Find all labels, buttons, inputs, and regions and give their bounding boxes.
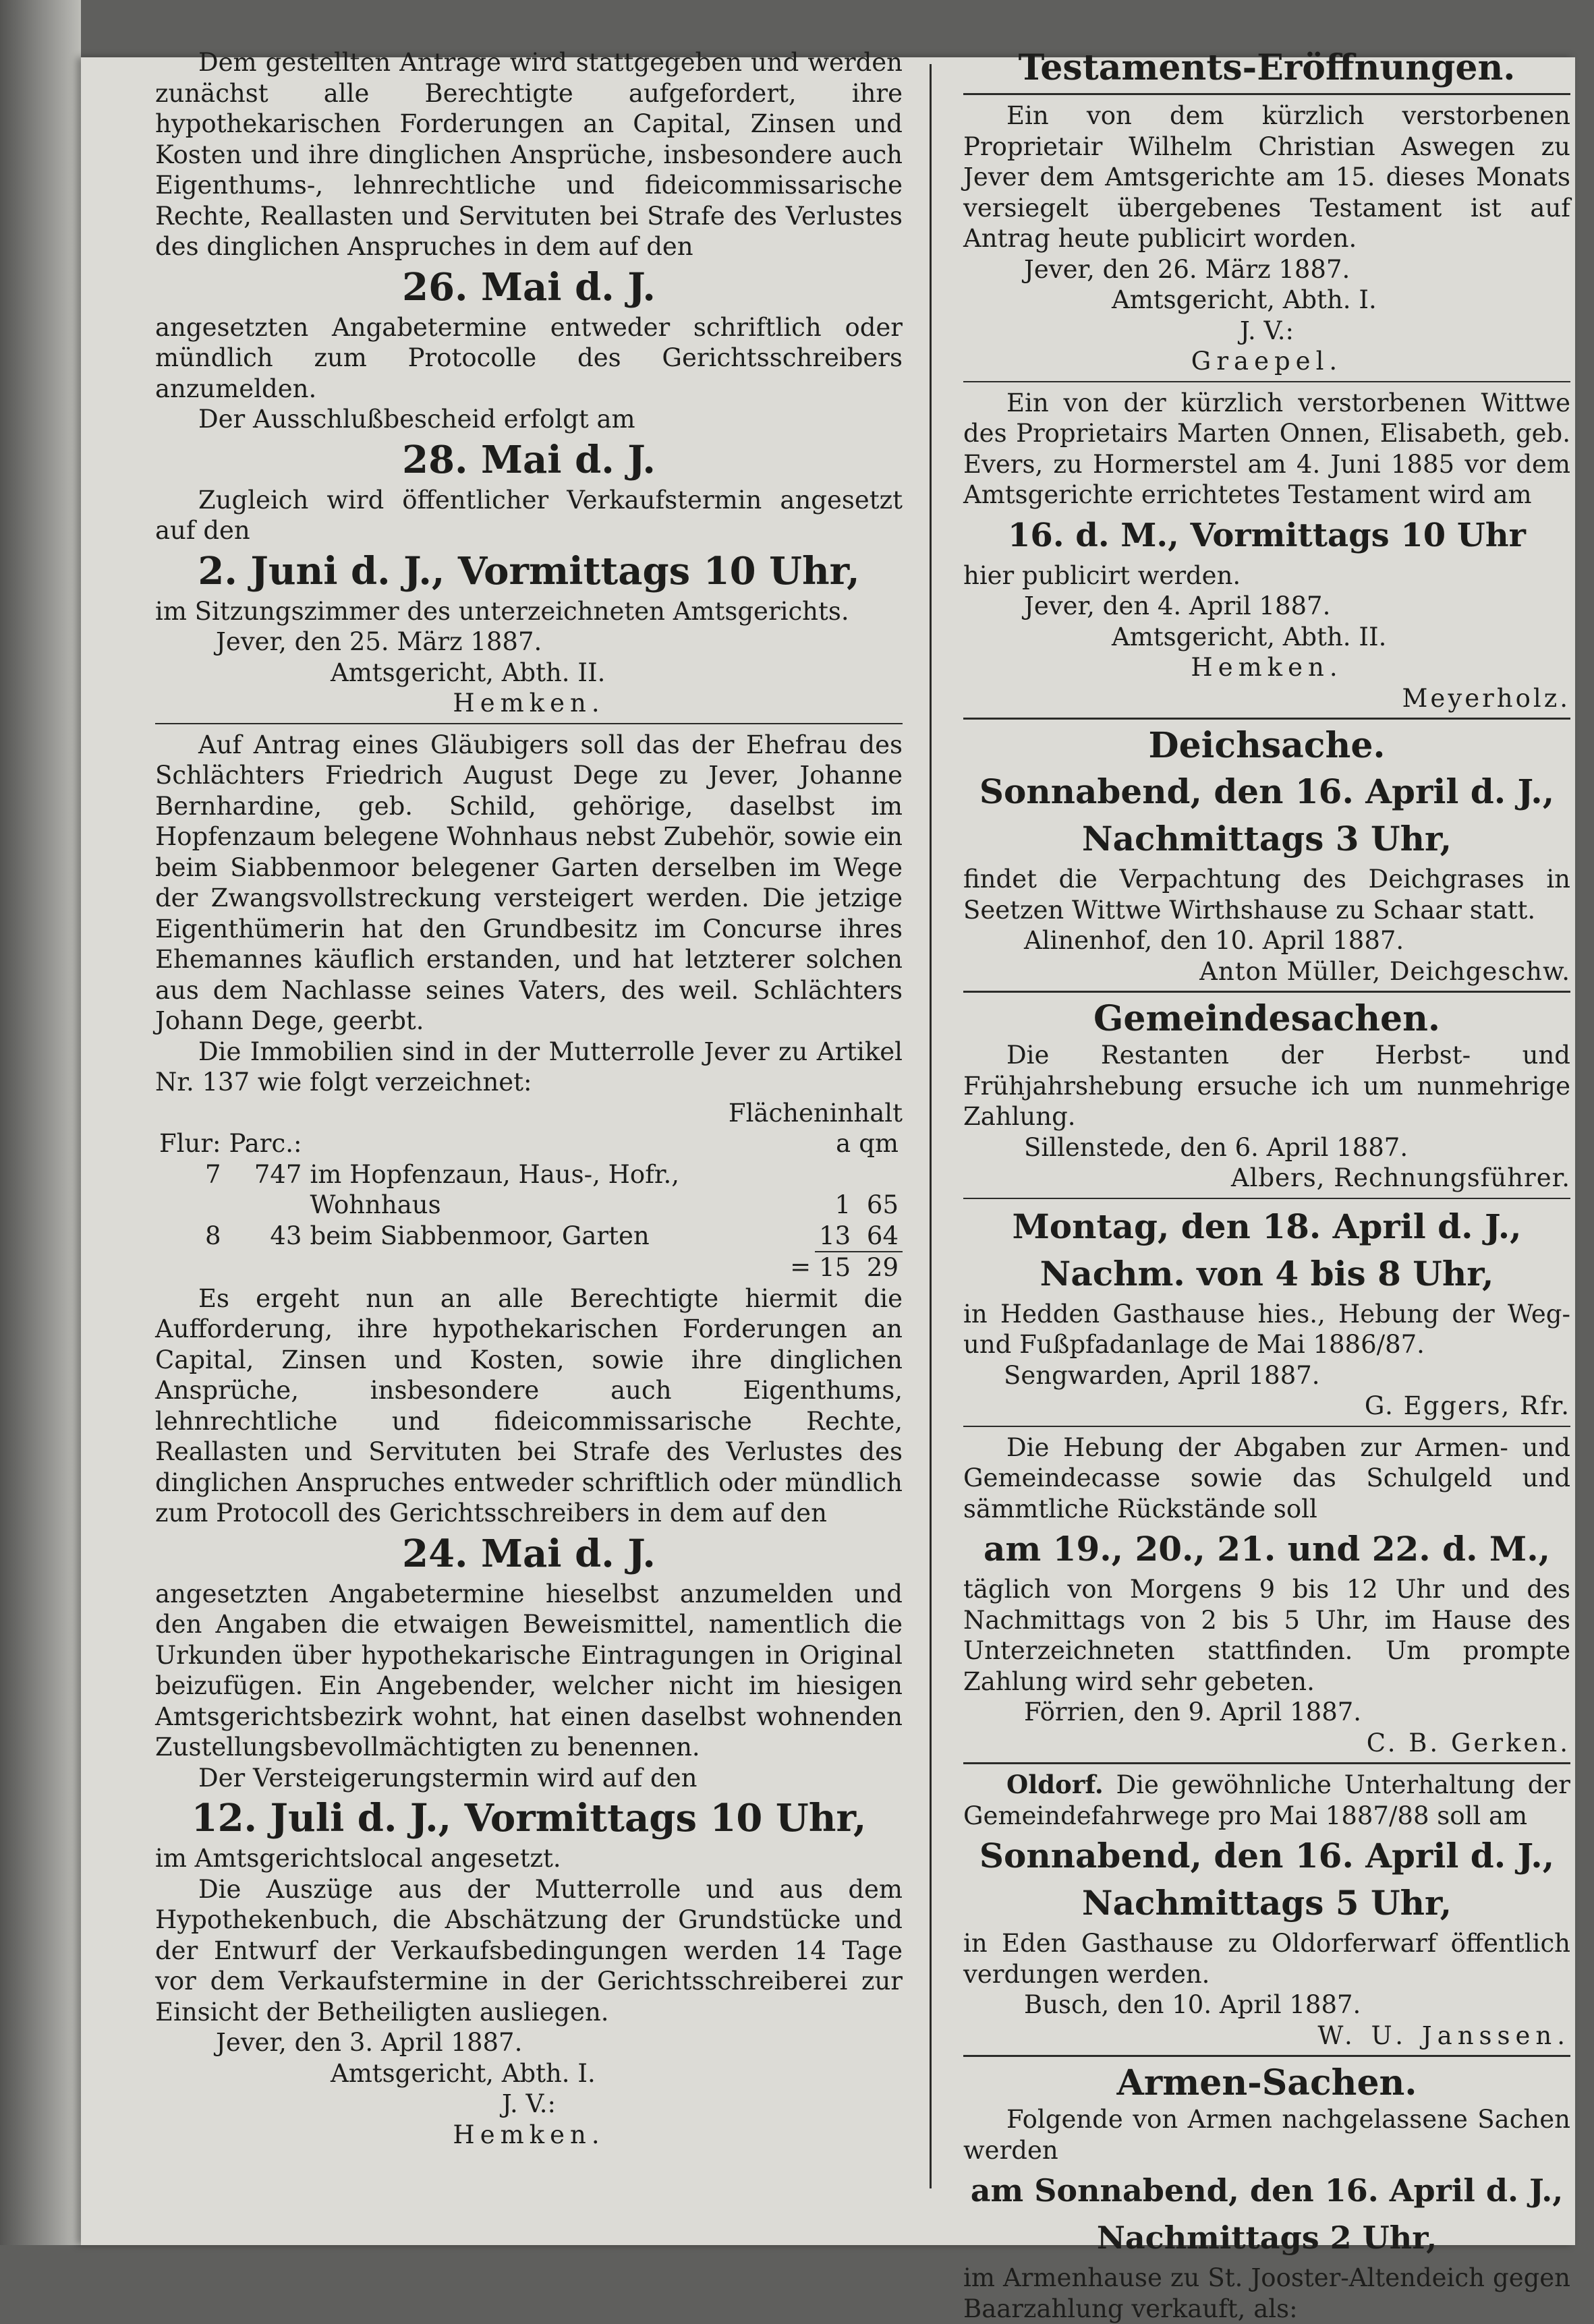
date-heading: Nachm. von 4 bis 8 Uhr, (1040, 1253, 1494, 1294)
signature: Meyerholz. (1402, 683, 1570, 713)
table-row (155, 1159, 903, 1221)
notice-paragraph (963, 1770, 1570, 1831)
notice-paragraph: im Sitzungszimmer des unterzeichneten Amtsgerichts. (155, 596, 849, 626)
column-divider (930, 64, 932, 2188)
signature: W. U. Janssen. (1317, 2021, 1570, 2050)
date-heading: 28. Mai d. J. (402, 437, 656, 482)
header-a: a (836, 1129, 851, 1158)
deputy-mark: J. V.: (502, 2089, 556, 2118)
notice-paragraph: Folgende von Armen nachgelassene Sachen werden (963, 2105, 1570, 2165)
table-row (155, 1221, 903, 1252)
signature: Hemken. (453, 2120, 605, 2149)
dateline: Jever, den 4. April 1887. (1024, 591, 1331, 620)
notice-paragraph: Ein von dem kürzlich verstorbenen Proprietair Wilhelm Christian Aswegen zu Jever dem Amtsgerichte am 15. dieses Monats versiegelt übergebenes Testament ist auf Antrag heute publicirt worden. (963, 101, 1570, 253)
cell-a: 1 (834, 1190, 851, 1219)
deputy-mark: J. V.: (1240, 316, 1294, 345)
book-spine (0, 0, 81, 2245)
date-heading: am Sonnabend, den 16. April d. J., (970, 2172, 1564, 2209)
table-title: Flächeninhalt (728, 1098, 903, 1128)
notice-paragraph: Der Ausschlußbescheid erfolgt am (198, 405, 635, 434)
notice-paragraph: Die Auszüge aus der Mutterrolle und aus dem Hypothekenbuch, die Abschätzung der Grundstücke und der Entwurf der Verkaufsbedingungen werden 14 Tage vor dem Verkaufstermine in der Gerichtsschreiberei zur Einsicht der Betheiligten ausliegen. (155, 1874, 903, 2027)
notice-paragraph: Ein von der kürzlich verstorbenen Wittwe des Proprietairs Marten Onnen, Elisabeth, geb. Evers, zu Hormerstel am 4. Juni 1885 vor dem Amtsgerichte errichtetes Testament wird am (963, 388, 1570, 509)
signature: Anton Müller, Deichgeschw. (1199, 956, 1570, 986)
notice-paragraph: Dem gestellten Antrage wird stattgegeben und werden zunächst alle Berechtigte aufgefordert, ihre hypothekarischen Forderungen an Capital, Zinsen und Kosten und ihre dinglichen Ansprüche, insbesondere auch Eigenthums-, lehnrechtliche und fideicommissarische Rechte, Reallasten und Servituten bei Strafe des Verlustes des dinglichen Anspruches in dem auf den (155, 48, 903, 261)
notice-paragraph: in Hedden Gasthause hies., Hebung der Weg- und Fußpfadanlage de Mai 1886/87. (963, 1299, 1570, 1359)
date-heading: 2. Juni d. J., Vormittags 10 Uhr, (198, 548, 860, 593)
signature: Hemken. (453, 689, 605, 718)
divider-rule (963, 991, 1570, 993)
header-parc: Parc.: (229, 1129, 302, 1158)
notice-paragraph: in Eden Gasthause zu Oldorferwarf öffentlich verdungen werden. (963, 1929, 1570, 1989)
left-column (155, 47, 903, 2150)
cell-parc: 747 (254, 1159, 302, 1189)
cell-parc: 43 (270, 1221, 302, 1250)
court-name: Amtsgericht, Abth. I. (1112, 285, 1377, 314)
date-heading: Montag, den 18. April d. J., (1012, 1206, 1522, 1246)
date-heading: am 19., 20., 21. und 22. d. M., (983, 1529, 1551, 1569)
header-qm: qm (859, 1129, 899, 1158)
date-heading: 16. d. M., Vormittags 10 Uhr (1008, 516, 1526, 554)
notice-paragraph: Zugleich wird öffentlicher Verkaufstermin angesetzt auf den (155, 485, 903, 545)
cell-a: 13 (819, 1221, 851, 1250)
notice-paragraph: Die Hebung der Abgaben zur Armen- und Gemeindecasse sowie das Schulgeld und sämmtliche Rückstände soll (963, 1432, 1570, 1523)
cell-desc: beim Siabbenmoor, Garten (310, 1221, 650, 1250)
cell-flur: 8 (204, 1221, 221, 1250)
cell-desc: im Hopfenzaun, Haus-, Hofr., Wohnhaus (310, 1159, 680, 1219)
date-heading: Nachmittags 3 Uhr, (1081, 819, 1452, 859)
notice-paragraph: angesetzten Angabetermine hieselbst anzumelden und den Angaben die etwaigen Beweismittel, namentlich die Urkunden über hypothekarische Eintragungen in Original beizufügen. Ein Angebender, welcher nicht im hiesigen Amtsgerichtsbezirk wohnt, hat einen daselbst wohnenden Zustellungsbevollmächtigten zu benennen. (155, 1579, 903, 1762)
signature: Albers, Rechnungsführer. (1230, 1163, 1570, 1192)
notice-paragraph: Die Restanten der Herbst- und Frühjahrshebung ersuche ich um nunmehrige Zahlung. (963, 1041, 1570, 1131)
dateline: Jever, den 25. März 1887. (216, 627, 542, 656)
date-heading: 26. Mai d. J. (402, 264, 656, 310)
court-name: Amtsgericht, Abth. II. (1112, 622, 1387, 651)
notice-paragraph: Auf Antrag eines Gläubigers soll das der Ehefrau des Schlächters Friedrich August Dege zu Jever, Johanne Bernhardine, geb. Schild, gehörige, daselbst im Hopfenzaum belegene Wohnhaus nebst Zubehör, sowie ein beim Siabbenmoor belegener Garten derselben im Wege der Zwangsvollstreckung versteigert werden. Die jetzige Eigenthümerin hat den Grundbesitz im Concurse ihres Ehemannes käuflich erstanden, und hat letzterer solchen aus dem Nachlasse seines Vaters, des weil. Schlächters Johann Dege, geerbt. (155, 730, 903, 1035)
divider-rule (963, 381, 1570, 382)
court-name: Amtsgericht, Abth. I. (331, 2058, 596, 2088)
section-heading: Gemeindesachen. (1093, 998, 1441, 1039)
total-a: 15 (815, 1252, 855, 1283)
divider-rule (963, 1762, 1570, 1764)
signature: C. B. Gerken. (1366, 1728, 1570, 1757)
right-column (963, 47, 1570, 2324)
notice-paragraph: im Armenhause zu St. Jooster-Altendeich gegen Baarzahlung verkauft, als: (963, 2263, 1570, 2323)
signature: Graepel. (1191, 347, 1343, 376)
cell-qm: 65 (866, 1190, 899, 1219)
divider-rule (963, 93, 1570, 95)
notice-paragraph: täglich von Morgens 9 bis 12 Uhr und des Nachmittags von 2 bis 5 Uhr, im Hause des Unterzeichneten stattfinden. Um prompte Zahlung wird sehr gebeten. (963, 1575, 1570, 1696)
notice-text: Die gewöhnliche Unterhaltung der Gemeindefahrwege pro Mai 1887/88 soll am (963, 1770, 1570, 1830)
court-name: Amtsgericht, Abth. II. (331, 658, 606, 687)
divider-rule (963, 1426, 1570, 1427)
divider-rule (963, 1198, 1570, 1199)
notice-paragraph: im Amtsgerichtslocal angesetzt. (155, 1844, 561, 1873)
notice-paragraph: angesetzten Angabetermine entweder schriftlich oder mündlich zum Protocolle des Gerichtsschreibers anzumelden. (155, 312, 903, 403)
signature: Hemken. (1191, 653, 1343, 682)
table-total-row (155, 1252, 903, 1283)
dateline: Jever, den 26. März 1887. (1024, 254, 1350, 284)
table-header-row (155, 1128, 903, 1159)
date-heading: Sonnabend, den 16. April d. J., (979, 772, 1555, 811)
divider-rule (963, 2055, 1570, 2057)
parcel-table (155, 1128, 903, 1283)
section-heading: Testaments-Eröffnungen. (1018, 47, 1516, 88)
signature: G. Eggers, Rfr. (1364, 1391, 1570, 1420)
notice-paragraph: findet die Verpachtung des Deichgrases in Seetzen Wittwe Wirthshause zu Schaar statt. (963, 865, 1570, 925)
notice-paragraph: hier publicirt werden. (963, 560, 1241, 590)
dateline: Sengwarden, April 1887. (1004, 1360, 1320, 1390)
divider-rule (155, 723, 903, 724)
dateline: Förrien, den 9. April 1887. (1024, 1697, 1362, 1726)
date-heading: 24. Mai d. J. (402, 1531, 656, 1576)
notice-paragraph: Es ergeht nun an alle Berechtigte hiermit die Aufforderung, ihre hypothekarischen Forderungen an Capital, Zinsen und Kosten, sowie ihre dinglichen Ansprüche, insbesondere auch Eigenthums, lehnrechtliche und fideicommissarische Rechte, Reallasten und Servituten bei Strafe des Verlustes des dinglichen Anspruches entweder schriftlich oder mündlich zum Protocoll des Gerichtsschreibers in dem auf den (155, 1283, 903, 1528)
date-heading: Nachmittags 5 Uhr, (1081, 1883, 1452, 1923)
total-equals: = (790, 1252, 812, 1281)
notice-paragraph: Der Versteigerungstermin wird auf den (198, 1763, 698, 1793)
dateline: Jever, den 3. April 1887. (216, 2028, 523, 2057)
cell-qm: 64 (866, 1221, 899, 1250)
date-heading: 12. Juli d. J., Vormittags 10 Uhr, (191, 1796, 867, 1840)
dateline: Sillenstede, den 6. April 1887. (1024, 1132, 1408, 1162)
section-heading: Armen-Sachen. (1116, 2062, 1417, 2103)
date-heading: Sonnabend, den 16. April d. J., (979, 1836, 1555, 1876)
place-name: Oldorf. (1006, 1770, 1104, 1799)
header-flur: Flur: (159, 1129, 221, 1158)
section-heading: Deichsache. (1148, 725, 1386, 766)
divider-rule (963, 718, 1570, 720)
cell-flur: 7 (204, 1159, 221, 1189)
date-heading: Nachmittags 2 Uhr, (1096, 2219, 1438, 2256)
notice-paragraph: Die Immobilien sind in der Mutterrolle Jever zu Artikel Nr. 137 wie folgt verzeichnet: (155, 1037, 903, 1097)
dateline: Busch, den 10. April 1887. (1024, 1990, 1361, 2019)
total-qm: 29 (855, 1252, 903, 1283)
dateline: Alinenhof, den 10. April 1887. (1024, 926, 1404, 955)
